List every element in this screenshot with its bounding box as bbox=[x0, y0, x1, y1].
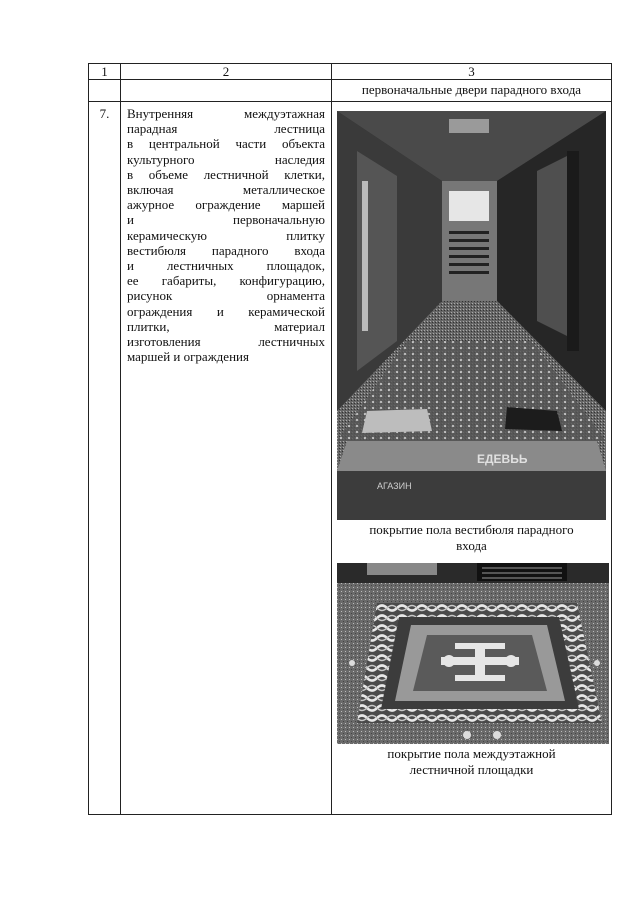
description-line: изготовления лестничных bbox=[127, 334, 325, 350]
photo-caption: покрытие пола вестибюля парадного входа bbox=[369, 522, 574, 553]
continuation-row bbox=[89, 80, 612, 102]
description-line: ее габариты, конфигурацию, bbox=[127, 273, 325, 289]
header-col-3: 3 bbox=[332, 64, 612, 80]
vestibule-floor-photo bbox=[337, 111, 606, 520]
header-col-1: 1 bbox=[89, 64, 121, 80]
description-line: в объеме лестничной клетки, bbox=[127, 166, 325, 182]
description-line: вестибюля парадного входа bbox=[127, 242, 325, 258]
description-line: и лестничных площадок, bbox=[127, 258, 325, 274]
description-line: плитки, материал bbox=[127, 318, 325, 334]
continuation-text: первоначальные двери парадного входа bbox=[332, 80, 612, 102]
shop-sign-text-2: ЕДЕВЬЬ bbox=[477, 452, 528, 466]
header-col-2: 2 bbox=[121, 64, 332, 80]
description-line: рисунок орнамента bbox=[127, 288, 325, 304]
description-line: в центральной части объекта bbox=[127, 136, 325, 152]
monument-table bbox=[88, 63, 612, 815]
description-line: маршей и ограждения bbox=[127, 349, 249, 365]
description-line: культурного наследия bbox=[127, 151, 325, 167]
description-line: ажурное ограждение маршей bbox=[127, 197, 325, 213]
row-number: 7. bbox=[99, 106, 110, 121]
description-line: и первоначальную bbox=[127, 212, 325, 228]
photo-caption: покрытие пола междуэтажной лестничной площадки bbox=[387, 746, 556, 777]
row-description bbox=[121, 102, 331, 364]
description-line: включая металлическое bbox=[127, 182, 325, 198]
table-row bbox=[89, 102, 612, 815]
shop-sign-text: АГАЗИН bbox=[377, 481, 412, 491]
landing-floor-photo bbox=[337, 563, 609, 744]
header-row bbox=[89, 64, 612, 80]
description-line: ограждения и керамической bbox=[127, 303, 325, 319]
description-line: керамическую плитку bbox=[127, 227, 325, 243]
description-line: парадная лестница bbox=[127, 121, 325, 137]
description-line: Внутренняя междуэтажная bbox=[127, 106, 325, 121]
